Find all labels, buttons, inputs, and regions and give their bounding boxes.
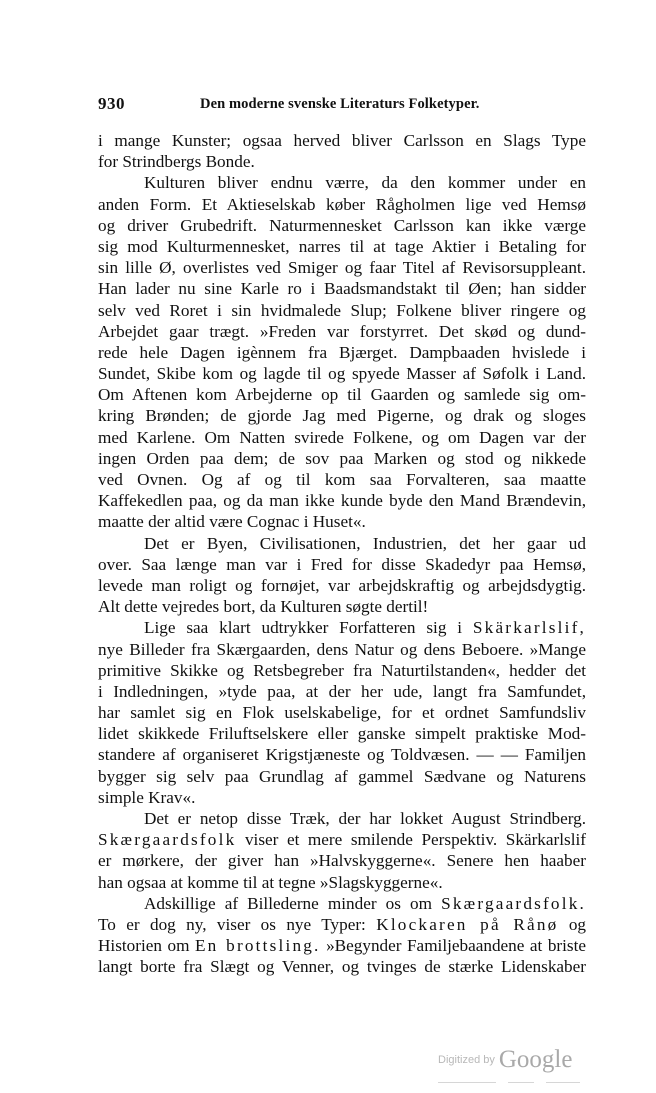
text-line: bygger sig selv paa Grundlag af gammel Sædvane og Naturens <box>98 766 586 786</box>
text-line <box>98 935 586 956</box>
text-line: har samlet sig en Flok uselskabelige, for et ordnet Samfundsliv <box>98 703 586 723</box>
text-line: primitive Skikke og Retsbegreber fra Naturtilstanden«, hedder det <box>98 660 586 680</box>
text-run: Lige saa klart udtrykker Forfatteren sig i <box>144 618 463 638</box>
text-line: kring Brønden; de gjorde Jag med Pigerne, og drak og sloges <box>98 406 586 426</box>
footer-rule <box>438 1082 496 1083</box>
text-line: Om Aftenen kom Arbejderne op til Gaarden og samlede sig om- <box>98 385 586 405</box>
text-line: sig mod Kulturmennesket, narres til at tage Aktier i Betaling for <box>98 236 586 256</box>
text-line: nye Billeder fra Skærgaarden, dens Natur og dens Beboere. »Mange <box>98 639 586 659</box>
text-line: over. Saa længe man var i Fred for disse Skadedyr paa Hemsø, <box>98 554 586 574</box>
text-line: og driver Grubedrift. Naturmennesket Carlsson kan ikke værge <box>98 215 586 235</box>
text-line: han ogsaa at komme til at tegne »Slagskyggerne«. <box>98 872 443 892</box>
emphasized-title: Klockaren på Rånø <box>376 914 559 934</box>
google-logo: Google <box>498 1046 573 1073</box>
text-line: Arbejdet gaar trægt. »Freden var forstyrret. Det skød og dund- <box>98 321 586 341</box>
text-run: Historien om <box>98 936 190 956</box>
text-line: Kaffekedlen paa, og da man ikke kunde byde den Mand Brændevin, <box>98 491 586 511</box>
text-run: »Begynder Familjebaandene at briste <box>326 936 587 956</box>
digitization-watermark <box>438 1046 572 1074</box>
page-number: 930 <box>98 94 125 113</box>
text-line: rede hele Dagen igènnem fra Bjærget. Dampbaaden hvislede i <box>98 342 586 362</box>
text-line: Han lader nu sine Karle ro i Baadsmandstakt til Øen; han sidder <box>98 279 586 299</box>
emphasized-title: Skærgaardsfolk <box>98 830 237 850</box>
running-head: Den moderne svenske Literaturs Folketyper. <box>200 96 480 112</box>
text-line: lidet skikkede Friluftselskere eller ganske simpelt praktiske Mod- <box>98 724 586 744</box>
body-text <box>98 130 586 978</box>
text-line: ingen Orden paa dem; de sov paa Marken og stod og nikkede <box>98 448 586 468</box>
emphasized-title: Skærgaardsfolk. <box>441 893 586 913</box>
text-line: simple Krav«. <box>98 787 196 807</box>
watermark-prefix: Digitized by <box>438 1054 495 1066</box>
text-line: Alt dette vejredes bort, da Kulturen søgte dertil! <box>98 597 429 617</box>
text-line: med Karlene. Om Natten svirede Folkene, og om Dagen var der <box>98 427 586 447</box>
text-run: To er dog ny, viser os nye Typer: <box>98 914 366 934</box>
text-line: Kulturen bliver endnu værre, da den kommer under en <box>144 173 586 193</box>
text-line: er mørkere, der giver han »Halvskyggerne«. Senere hen haaber <box>98 851 586 871</box>
footer-rule <box>546 1082 580 1083</box>
emphasized-title: En brottsling. <box>194 936 321 956</box>
text-line: i mange Kunster; ogsaa herved bliver Carlsson en Slags Type <box>98 131 586 150</box>
text-run: og <box>568 914 586 934</box>
text-line: anden Form. Et Aktieselskab køber Rågholmen lige ved Hemsø <box>98 194 586 214</box>
text-line: langt borte fra Slægt og Venner, og tvinges de stærke Lidenskaber <box>98 957 586 977</box>
text-line: i Indledningen, »tyde paa, at der her ude, langt fra Samfundet, <box>98 681 586 701</box>
text-line: Sundet, Skibe kom og lagde til og spyede Masser af Søfolk i Land. <box>98 364 586 384</box>
text-line: sin lille Ø, overlistes ved Smiger og faar Titel af Revisorsuppleant. <box>98 258 586 278</box>
text-line <box>98 617 586 638</box>
text-line <box>98 893 586 914</box>
text-line: selv ved Roret i sin hvidmalede Slup; Folkene bliver ringere og <box>98 300 586 320</box>
text-run: Adskillige af Billederne minder os om <box>144 893 433 913</box>
text-line: for Strindbergs Bonde. <box>98 152 255 172</box>
text-line <box>98 829 586 850</box>
text-line: levede man roligt og fornøjet, var arbejdskraftig og arbejdsdygtig. <box>98 575 586 595</box>
text-line: standere af organiseret Krigstjæneste og Toldvæsen. — — Familjen <box>98 745 586 765</box>
emphasized-title: Skärkarlslif, <box>472 618 587 638</box>
text-line: ved Ovnen. Og af og til kom saa Forvalteren, saa maatte <box>98 470 586 489</box>
page-header <box>98 94 586 116</box>
text-line <box>98 914 586 935</box>
text-line: Det er Byen, Civilisationen, Industrien, det her gaar ud <box>144 533 586 553</box>
text-line: maatte der altid være Cognac i Huset«. <box>98 512 366 532</box>
text-run: viser et mere smilende Perspektiv. Skärkarlslif <box>244 830 586 850</box>
text-line: Det er netop disse Træk, der har lokket August Strindberg. <box>144 809 586 828</box>
footer-rule <box>508 1082 534 1083</box>
